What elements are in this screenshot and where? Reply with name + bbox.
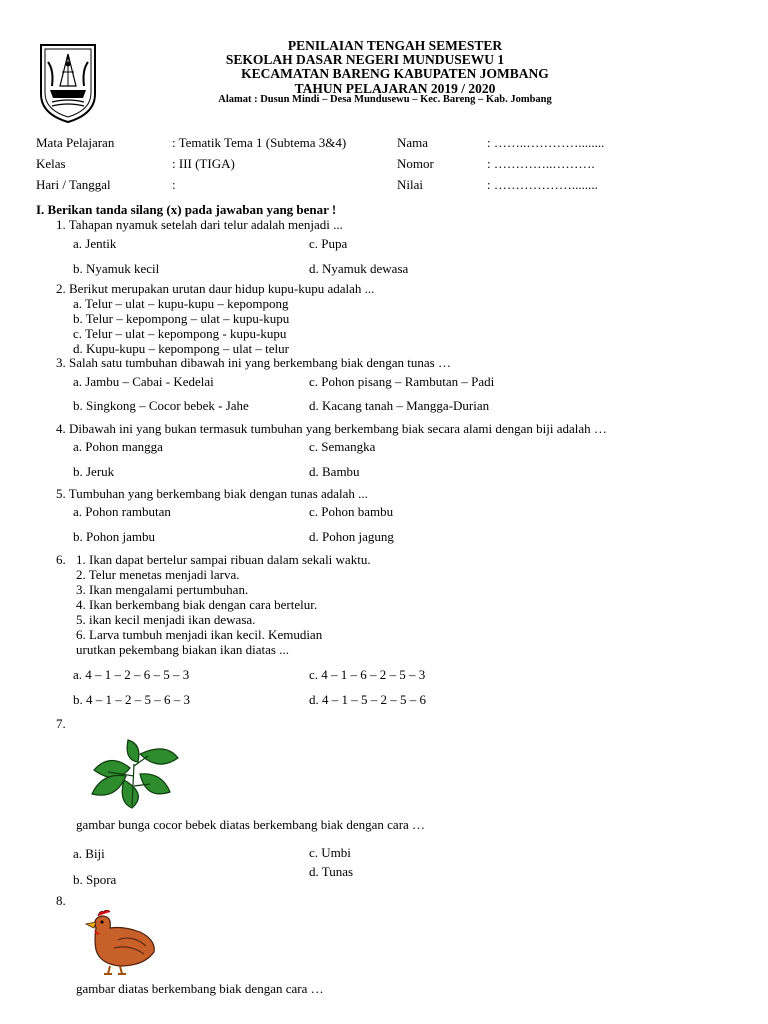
q6-option-b: b. 4 – 1 – 2 – 5 – 6 – 3 [73, 692, 190, 707]
q6-statement-1: 1. Ikan dapat bertelur sampai ribuan dalam sekali waktu. [76, 552, 371, 567]
q6-statement-2: 2. Telur menetas menjadi larva. [76, 567, 240, 582]
hen-image [74, 910, 158, 976]
cocor-bebek-plant-image [88, 736, 182, 810]
number-value: : …………..………. [487, 156, 595, 171]
name-value: : ……..…………........ [487, 135, 605, 150]
q3-option-c: c. Pohon pisang – Rambutan – Padi [309, 374, 495, 389]
q1-option-b: b. Nyamuk kecil [73, 261, 160, 276]
q2-option-c: c. Telur – ulat – kepompong - kupu-kupu [73, 326, 287, 341]
q6-statement-3: 3. Ikan mengalami pertumbuhan. [76, 582, 249, 597]
question-7-number: 7. [56, 716, 66, 731]
question-7: gambar bunga cocor bebek diatas berkembang biak dengan cara … [76, 817, 426, 832]
regency-emblem-logo [38, 42, 98, 124]
q3-option-b: b. Singkong – Cocor bebek - Jahe [73, 398, 249, 413]
q4-option-d: d. Bambu [309, 464, 360, 479]
q2-option-b: b. Telur – kepompong – ulat – kupu-kupu [73, 311, 290, 326]
q1-option-c: c. Pupa [309, 236, 348, 251]
date-label: Hari / Tanggal [36, 177, 111, 192]
q6-statement-4: 4. Ikan berkembang biak dengan cara bertelur. [76, 597, 318, 612]
number-label: Nomor [397, 156, 434, 171]
subject-value: : Tematik Tema 1 (Subtema 3&4) [172, 135, 347, 150]
q6-question: urutkan pekembang biakan ikan diatas ... [76, 642, 289, 657]
q3-option-d: d. Kacang tanah – Mangga-Durian [309, 398, 490, 413]
q5-option-d: d. Pohon jagung [309, 529, 394, 544]
question-1: 1. Tahapan nyamuk setelah dari telur adalah menjadi ... [56, 217, 343, 232]
q2-option-a: a. Telur – ulat – kupu-kupu – kepompong [73, 296, 289, 311]
q1-option-d: d. Nyamuk dewasa [309, 261, 409, 276]
score-label: Nilai [397, 177, 423, 192]
q5-option-b: b. Pohon jambu [73, 529, 155, 544]
academic-year: TAHUN PELAJARAN 2019 / 2020 [294, 81, 496, 96]
q1-option-a: a. Jentik [73, 236, 117, 251]
q4-option-c: c. Semangka [309, 439, 376, 454]
q3-option-a: a. Jambu – Cabai - Kedelai [73, 374, 214, 389]
q6-statement-5: 5. ikan kecil menjadi ikan dewasa. [76, 612, 256, 627]
district-name: KECAMATAN BARENG KABUPATEN JOMBANG [241, 66, 549, 81]
question-8: gambar diatas berkembang biak dengan cara … [76, 981, 324, 996]
q2-option-d: d. Kupu-kupu – kepompong – ulat – telur [73, 341, 289, 356]
class-label: Kelas [36, 156, 66, 171]
q5-option-c: c. Pohon bambu [309, 504, 394, 519]
question-5: 5. Tumbuhan yang berkembang biak dengan tunas adalah ... [56, 486, 368, 501]
q6-statement-6: 6. Larva tumbuh menjadi ikan kecil. Kemudian [76, 627, 323, 642]
name-label: Nama [397, 135, 429, 150]
question-3: 3. Salah satu tumbuhan dibawah ini yang berkembang biak dengan tunas … [56, 355, 451, 370]
q5-option-a: a. Pohon rambutan [73, 504, 171, 519]
q6-option-a: a. 4 – 1 – 2 – 6 – 5 – 3 [73, 667, 190, 682]
question-6-number: 6. [56, 552, 66, 567]
q7-option-c: c. Umbi [309, 845, 351, 860]
q4-option-b: b. Jeruk [73, 464, 115, 479]
date-value: : [172, 177, 176, 192]
class-value: : III (TIGA) [172, 156, 235, 171]
q4-option-a: a. Pohon mangga [73, 439, 163, 454]
question-2: 2. Berikut merupakan urutan daur hidup kupu-kupu adalah ... [56, 281, 375, 296]
question-8-number: 8. [56, 893, 66, 908]
q7-option-b: b. Spora [73, 872, 117, 887]
q6-option-c: c. 4 – 1 – 6 – 2 – 5 – 3 [309, 667, 426, 682]
score-value: : ………………........ [487, 177, 598, 192]
question-4: 4. Dibawah ini yang bukan termasuk tumbuhan yang berkembang biak secara alami dengan biji adalah … [56, 421, 607, 436]
school-address: Alamat : Dusun Mindi – Desa Mundusewu – Kec. Bareng – Kab. Jombang [218, 94, 552, 105]
q7-option-d: d. Tunas [309, 864, 354, 879]
exam-title: PENILAIAN TENGAH SEMESTER [287, 38, 503, 53]
section-instruction: I. Berikan tanda silang (x) pada jawaban yang benar ! [36, 202, 337, 217]
school-name: SEKOLAH DASAR NEGERI MUNDUSEWU 1 [225, 52, 505, 67]
q7-option-a: a. Biji [73, 846, 105, 861]
subject-label: Mata Pelajaran [36, 135, 115, 150]
q6-option-d: d. 4 – 1 – 5 – 2 – 5 – 6 [309, 692, 426, 707]
